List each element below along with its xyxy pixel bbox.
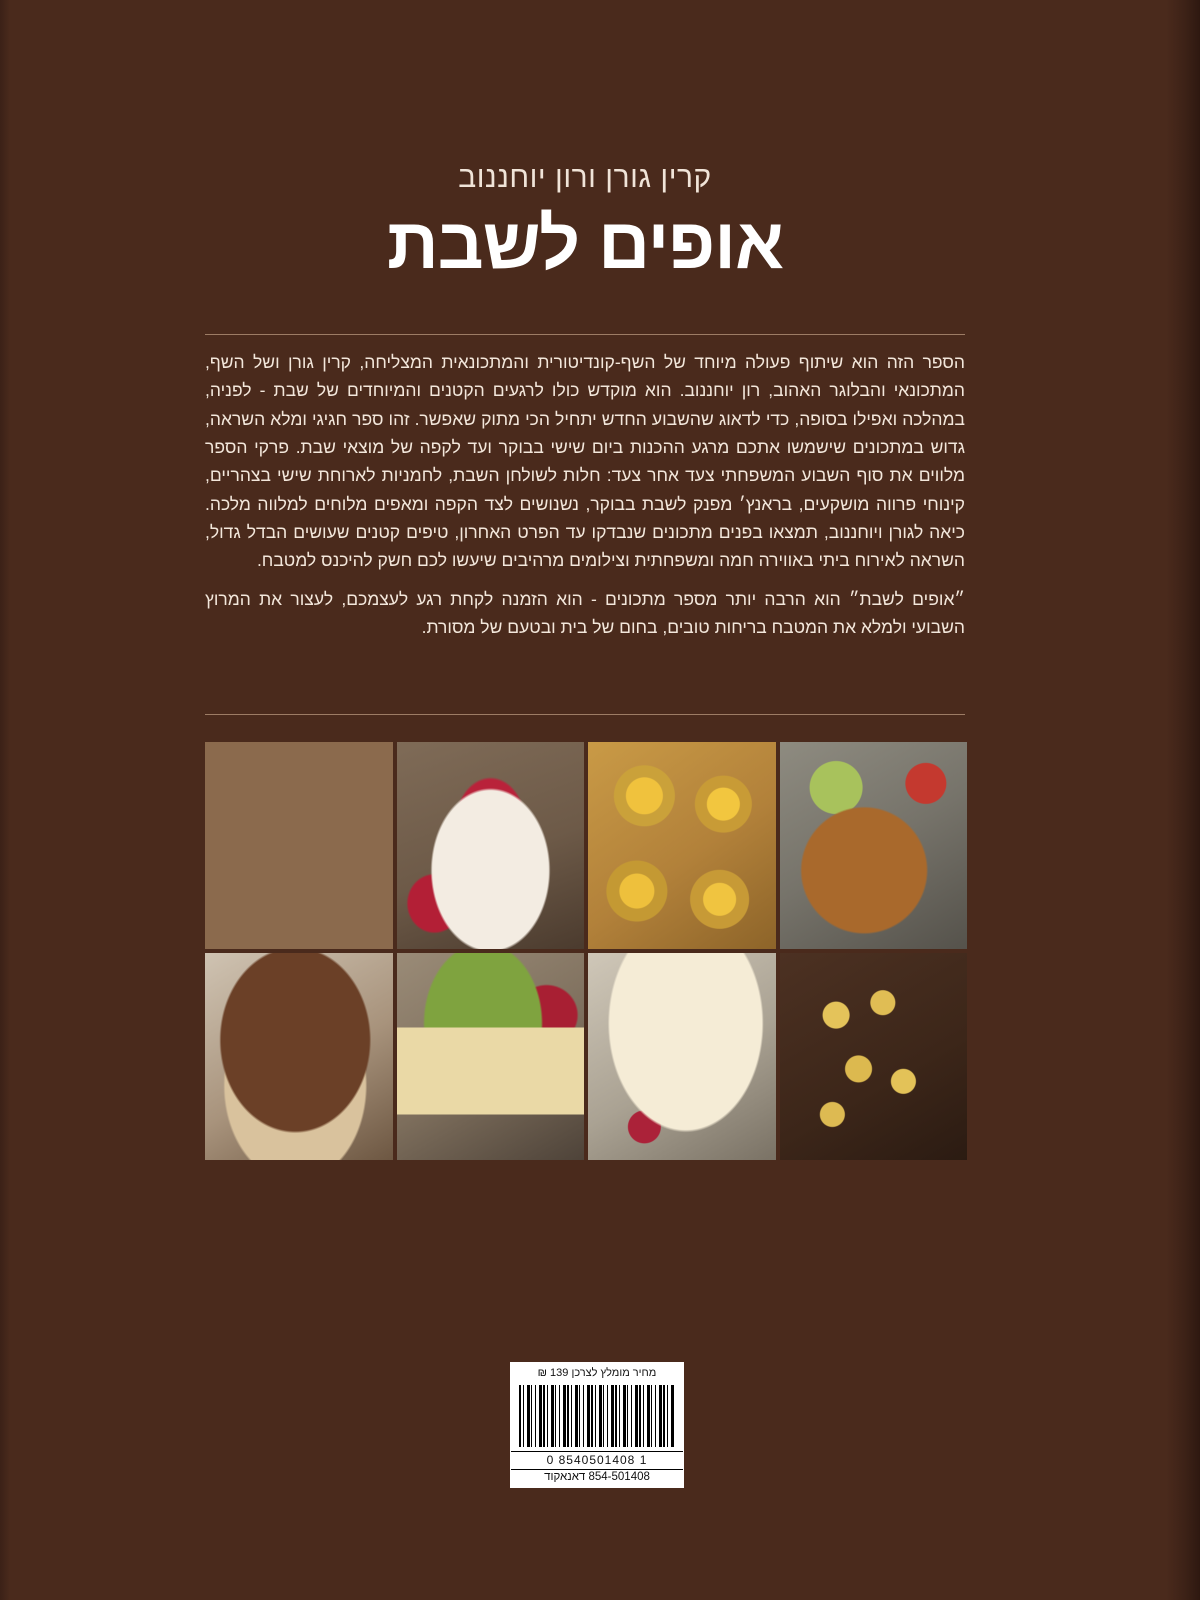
photo-egg-bagels (588, 742, 776, 949)
barcode-number-top: 0 8540501408 1 (511, 1451, 683, 1469)
divider-bottom (205, 714, 965, 715)
barcode-block (510, 1362, 684, 1488)
divider-top (205, 334, 965, 335)
barcode-bars (519, 1385, 675, 1447)
back-cover-blurb (205, 348, 965, 641)
photo-pistachio-loaf (397, 953, 585, 1160)
photo-banana-brownie (780, 953, 968, 1160)
cover-spine-shading (1166, 0, 1200, 1600)
photo-chocolate-cake (205, 953, 393, 1160)
book-title: אופים לשבת (386, 204, 784, 284)
title-block (205, 160, 965, 284)
photo-babka-hands (780, 742, 968, 949)
photo-berry-cheesecake (588, 953, 776, 1160)
photo-grid (205, 742, 967, 1160)
barcode-number-bottom: 854-501408 דאנאקוד (511, 1469, 683, 1487)
barcode-price-label: מחיר מומלץ לצרכן 139 ₪ (511, 1363, 683, 1383)
cover-left-edge-shading (0, 0, 10, 1600)
blurb-paragraph-2: ״אופים לשבת״ הוא הרבה יותר מספר מתכונים ‑ הוא הזמנה לקחת רגע לעצמכם, לעצור את המרוץ השבועי ולמלא את המטבח בריחות טובים, בחום של בית ובטעם של מסורת. (205, 588, 965, 638)
authors-line: קרין גורן ורון יוחננוב (458, 161, 712, 194)
photo-trifle-jar (397, 742, 585, 949)
blurb-paragraph-1: הספר הזה הוא שיתוף פעולה מיוחד של השף‑קונדיטורית והמתכונאית המצליחה, קרין גורן ושל השף, המתכונאי והבלוגר האהוב, רון יוחננוב. הוא מוקדש כולו לרגעים הקטנים והמיוחדים של שבת ‑ לפניה, במהלכה ואפילו בסופה, כדי לדאוג שהשבוע החדש יתחיל הכי מתוק שאפשר. זהו ספר חגיגי ומלא השראה, גדוש במתכונים שישמשו אתכם מרגע ההכנות ביום שישי בבוקר ועד לקפה של מוצאי שבת. פרקי הספר מלווים את סוף השבוע המשפחתי צעד אחר צעד: חלות לשולחן השבת, לחמניות לארוחת שישי בצהריים, קינוחי פרווה מושקעים, בראנץ׳ מפנק לשבת בבוקר, נשנושים לצד הקפה ומאפים מלוחים למלווה מלכה. כיאה לגורן ויוחננוב, תמצאו בפנים מתכונים שנבדקו עד הפרט האחרון, טיפים קטנים שעושים הבדל גדול, השראה לאירוח ביתי באווירה חמה ומשפחתית וצילומים מרהיבים שיעשו לכם חשק להיכנס למטבח. (205, 352, 965, 571)
photo-challah-rolls (205, 742, 393, 949)
